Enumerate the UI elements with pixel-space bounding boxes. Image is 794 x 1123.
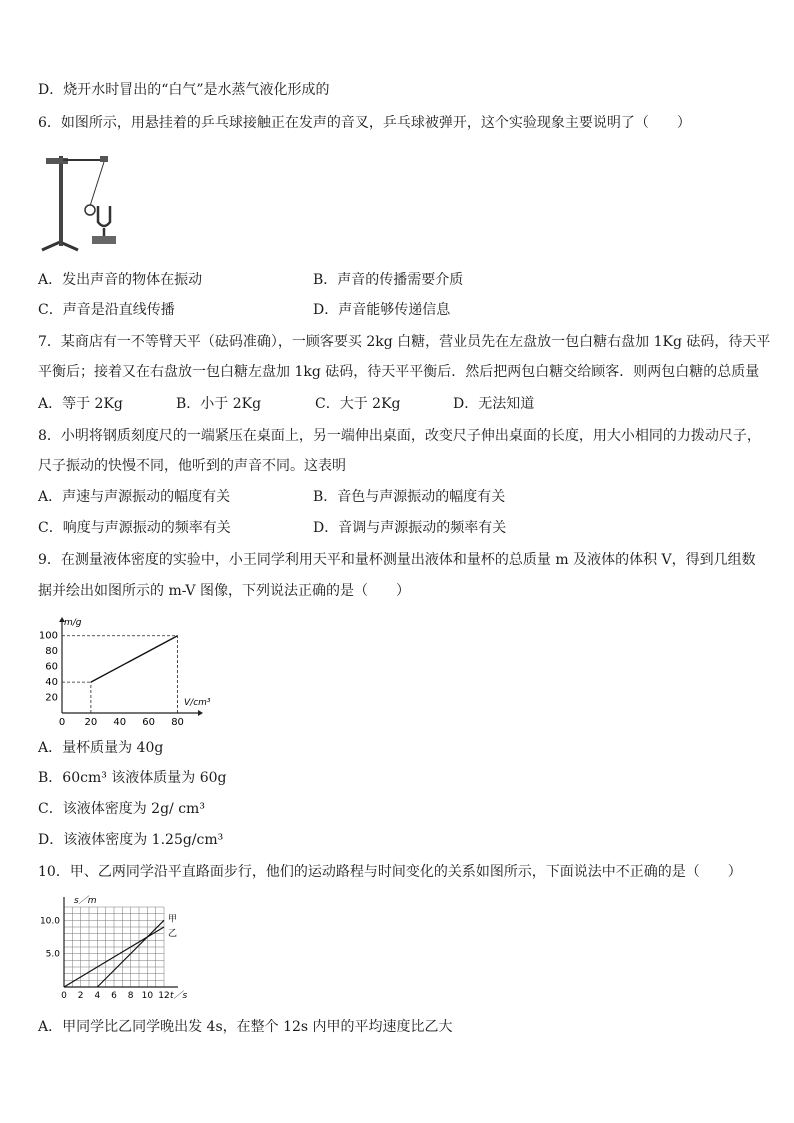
x-tick-label: 80 [171,717,184,728]
q7-option-a: A．等于 2Kg [38,396,123,412]
x-tick-label: 8 [127,991,134,1001]
st-chart [30,895,210,1005]
x-tick-label: 60 [142,717,156,728]
x-tick-label: 20 [84,717,98,728]
st-chart-svg [30,895,210,1005]
q10-stem: 10．甲、乙两同学沿平直路面步行，他们的运动路程与时间变化的关系如图所示，下面说法中不正确的是（ ） [38,864,742,880]
q9-option-c: C．该液体密度为 2g/ cm³ [38,801,205,817]
x-axis-label: t／s [170,991,188,1001]
y-tick-label: 60 [45,661,58,673]
q7-option-b: B．小于 2Kg [176,396,262,412]
x-tick-label: 12 [158,991,170,1001]
q8-option-d: D．音调与声源振动的频率有关 [313,520,507,536]
q7-option-c: C．大于 2Kg [315,396,401,412]
y-axis-label: m/g [64,618,82,628]
q6-option-b: B．声音的传播需要介质 [313,272,464,288]
x-tick-label: 0 [58,717,66,728]
x-tick-label: 4 [94,991,101,1001]
y-tick-label: 100 [38,630,58,642]
y-tick-label: 20 [45,692,58,704]
x-tick-label: 10 [141,991,154,1001]
q8-option-b: B．音色与声源振动的幅度有关 [313,489,506,505]
q6-option-a: A．发出声音的物体在振动 [38,272,203,288]
series-label-jia: 甲 [168,914,178,925]
q6-option-c: C．声音是沿直线传播 [38,302,175,318]
x-tick-label: 2 [77,991,84,1001]
y-tick-label: 40 [45,677,58,689]
mv-chart [30,615,211,728]
y-tick-label: 80 [45,646,58,658]
series-line [91,636,178,682]
q9-stem-line1: 9．在测量液体密度的实验中，小王同学利用天平和量杯测量出液体和量杯的总质量 m 及液体的体积 V，得到几组数 [38,552,756,568]
q9-option-a: A．量杯质量为 40g [38,740,164,756]
q6-option-d: D．声音能够传递信息 [313,302,451,318]
tuning-fork-apparatus-icon [38,150,118,258]
y-axis-label: s／m [74,896,97,906]
x-axis-arrow [198,710,203,716]
x-tick-label: 40 [113,717,127,728]
mv-chart-svg [30,615,211,728]
q8-option-a: A．声速与声源振动的幅度有关 [38,489,231,505]
q9-option-d: D．该液体密度为 1.25g/cm³ [38,832,224,848]
q8-option-c: C．响度与声源振动的频率有关 [38,520,231,536]
q8-stem-line2: 尺子振动的快慢不同，他听到的声音不同。这表明 [38,458,346,474]
q7-option-d: D．无法知道 [453,396,535,412]
y-tick-label: 5.0 [45,949,60,960]
x-tick-label: 0 [61,991,67,1001]
q7-stem-line1: 7．某商店有一不等臂天平（砝码准确），一顾客要买 2kg 白糖，营业员先在左盘放一包白糖右盘加 1Kg 砝码，待天平 [38,334,771,350]
y-tick-label: 10.0 [39,916,60,927]
q6-figure [38,150,118,258]
q10-option-a: A．甲同学比乙同学晚出发 4s，在整个 12s 内甲的平均速度比乙大 [38,1019,453,1035]
q6-stem: 6．如图所示，用悬挂着的乒乓球接触正在发声的音叉，乒乓球被弹开，这个实验现象主要说明了（ ） [38,115,691,131]
q5-option-d: D．烧开水时冒出的“白气”是水蒸气液化形成的 [38,82,330,98]
q7-stem-line2: 平衡后；接着又在右盘放一包白糖左盘加 1kg 砝码，待天平平衡后．然后把两包白糖交给顾客．则两包白糖的总质量 [38,364,760,380]
series-label-yi: 乙 [168,929,178,939]
x-axis-label: V/cm³ [184,698,211,708]
q9-stem-line2: 据并绘出如图所示的 m-V 图像，下列说法正确的是（ ） [38,583,410,599]
q8-stem-line1: 8．小明将钢质刻度尺的一端紧压在桌面上，另一端伸出桌面，改变尺子伸出桌面的长度，用大小相同的力拨动尺子， [38,428,761,444]
x-tick-label: 6 [111,991,117,1001]
q9-option-b: B．60cm³ 该液体质量为 60g [38,770,227,786]
